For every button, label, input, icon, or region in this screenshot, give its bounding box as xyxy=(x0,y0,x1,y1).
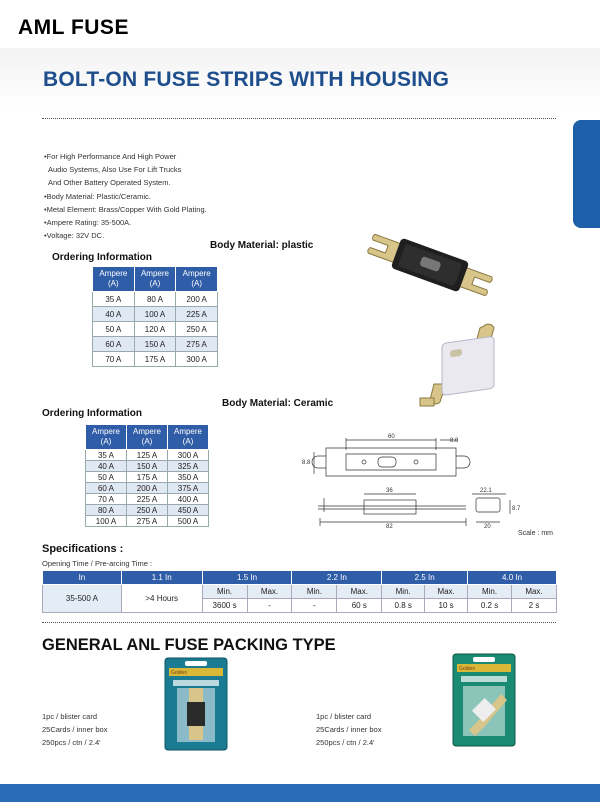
spec-subheader: Min. xyxy=(468,585,512,599)
packing-title: GENERAL ANL FUSE PACKING TYPE xyxy=(42,636,336,654)
dim-8-7: 8.7 xyxy=(512,506,521,512)
table-row xyxy=(86,461,209,472)
table-cell: 100 A xyxy=(86,516,127,527)
column-header: Ampere (A) xyxy=(176,267,218,292)
side-tab xyxy=(573,120,600,228)
ceramic-body-label: Body Material: Ceramic xyxy=(222,398,334,409)
spec-in11-value: >4 Hours xyxy=(121,585,202,613)
table-row xyxy=(93,322,218,337)
spec-subheader: Max. xyxy=(511,585,556,599)
card-brand: Golden xyxy=(459,666,476,672)
spec-subheader: Min. xyxy=(202,585,247,599)
blister-card-left-image xyxy=(165,658,227,750)
dim-8-8-top: 8.8 xyxy=(450,438,459,444)
column-header: Ampere (A) xyxy=(168,425,209,450)
dimension-drawing xyxy=(300,430,560,540)
table-row xyxy=(93,352,218,367)
spec-value: 10 s xyxy=(425,599,468,613)
feature-list xyxy=(44,150,207,242)
table-cell: 325 A xyxy=(168,461,209,472)
table-row xyxy=(86,472,209,483)
spec-header: 4.0 In xyxy=(468,571,557,585)
footer-bar xyxy=(0,784,600,802)
feature-line: •Body Material: Plastic/Ceramic. xyxy=(44,191,151,201)
spec-subheader: Min. xyxy=(292,585,337,599)
plastic-ordering-table xyxy=(92,266,218,367)
dim-36: 36 xyxy=(386,488,393,494)
table-cell: 35 A xyxy=(86,450,127,461)
table-cell: 225 A xyxy=(176,307,218,322)
spec-subheader: Max. xyxy=(247,585,292,599)
dim-8-8-left: 8.8 xyxy=(302,460,311,466)
spec-header: 1.1 In xyxy=(121,571,202,585)
spec-title: Specifications : xyxy=(42,543,124,555)
plastic-fuse-image xyxy=(360,225,500,305)
table-cell: 120 A xyxy=(134,322,176,337)
table-cell: 225 A xyxy=(127,494,168,505)
table-cell: 40 A xyxy=(86,461,127,472)
spec-value: - xyxy=(292,599,337,613)
ceramic-ordering-table xyxy=(85,424,209,527)
table-cell: 300 A xyxy=(176,352,218,367)
feature-line: •For High Performance And High Power xyxy=(44,152,177,161)
feature-line: •Metal Element: Brass/Copper With Gold Plating. xyxy=(44,204,207,214)
card-brand: Golden xyxy=(171,670,188,676)
plastic-body-label: Body Material: plastic xyxy=(210,240,314,251)
table-cell: 275 A xyxy=(176,337,218,352)
table-row xyxy=(93,337,218,352)
table-cell: 60 A xyxy=(93,337,135,352)
table-row xyxy=(93,307,218,322)
table-row xyxy=(93,292,218,307)
spec-header: 1.5 In xyxy=(202,571,292,585)
table-cell: 300 A xyxy=(168,450,209,461)
packing-line: 25Cards / inner box xyxy=(316,725,382,734)
plastic-ordering-label: Ordering Information xyxy=(52,252,152,263)
table-cell: 175 A xyxy=(127,472,168,483)
table-cell: 35 A xyxy=(93,292,135,307)
spec-subheader: Min. xyxy=(382,585,425,599)
table-cell: 500 A xyxy=(168,516,209,527)
table-cell: 150 A xyxy=(134,337,176,352)
column-header: Ampere (A) xyxy=(127,425,168,450)
spec-value: 60 s xyxy=(337,599,382,613)
table-row xyxy=(86,483,209,494)
feature-line: Audio Systems, Also Use For Lift Trucks xyxy=(48,165,182,175)
spec-value: - xyxy=(247,599,292,613)
spec-subtitle: Opening Time / Pre-arcing Time : xyxy=(42,559,153,568)
dim-82: 82 xyxy=(386,524,393,530)
table-cell: 40 A xyxy=(93,307,135,322)
dim-22-1: 22.1 xyxy=(480,488,492,494)
ceramic-ordering-label: Ordering Information xyxy=(42,408,142,419)
feature-line: •Voltage: 32V DC. xyxy=(44,231,105,241)
packing-line: 1pc / blister card xyxy=(316,712,372,721)
table-cell: 250 A xyxy=(176,322,218,337)
table-cell: 80 A xyxy=(86,505,127,516)
scale-note: Scale : mm xyxy=(518,530,554,537)
table-cell: 60 A xyxy=(86,483,127,494)
table-cell: 250 A xyxy=(127,505,168,516)
table-row xyxy=(86,516,209,527)
table-cell: 50 A xyxy=(86,472,127,483)
packing-left-text xyxy=(42,710,107,749)
table-cell: 350 A xyxy=(168,472,209,483)
table-cell: 70 A xyxy=(86,494,127,505)
spec-value: 3600 s xyxy=(202,599,247,613)
table-cell: 200 A xyxy=(127,483,168,494)
table-cell: 125 A xyxy=(127,450,168,461)
table-cell: 175 A xyxy=(134,352,176,367)
blister-card-right-image xyxy=(453,654,515,746)
table-cell: 70 A xyxy=(93,352,135,367)
feature-line: And Other Battery Operated System. xyxy=(48,178,171,188)
page-title: BOLT-ON FUSE STRIPS WITH HOUSING xyxy=(43,68,450,91)
dim-20: 20 xyxy=(484,524,491,530)
table-cell: 50 A xyxy=(93,322,135,337)
column-header: Ampere (A) xyxy=(86,425,127,450)
spec-value: 0.2 s xyxy=(468,599,512,613)
table-cell: 450 A xyxy=(168,505,209,516)
table-row xyxy=(86,494,209,505)
ceramic-fuse-image xyxy=(410,320,520,410)
packing-line: 1pc / blister card xyxy=(42,712,98,721)
table-row xyxy=(86,505,209,516)
packing-line: 250pcs / ctn / 2.4' xyxy=(42,738,101,747)
table-cell: 200 A xyxy=(176,292,218,307)
spec-header: In xyxy=(43,571,122,585)
feature-line: •Ampere Rating: 35-500A. xyxy=(44,218,132,228)
brand-title: AML FUSE xyxy=(18,16,129,39)
spec-value: 0.8 s xyxy=(382,599,425,613)
table-cell: 100 A xyxy=(134,307,176,322)
spec-table xyxy=(42,570,557,613)
title-divider xyxy=(42,118,556,119)
table-row xyxy=(86,450,209,461)
dim-60: 60 xyxy=(388,434,395,440)
table-cell: 400 A xyxy=(168,494,209,505)
spec-header: 2.2 In xyxy=(292,571,382,585)
spec-header: 2.5 In xyxy=(382,571,468,585)
spec-in-value: 35-500 A xyxy=(43,585,122,613)
spec-subheader: Max. xyxy=(337,585,382,599)
spec-divider xyxy=(42,622,556,623)
spec-subheader: Max. xyxy=(425,585,468,599)
spec-value: 2 s xyxy=(511,599,556,613)
packing-line: 250pcs / ctn / 2.4' xyxy=(316,738,375,747)
column-header: Ampere (A) xyxy=(134,267,176,292)
table-cell: 275 A xyxy=(127,516,168,527)
packing-line: 25Cards / inner box xyxy=(42,725,108,734)
column-header: Ampere (A) xyxy=(93,267,135,292)
packing-right-text xyxy=(316,710,381,749)
table-cell: 80 A xyxy=(134,292,176,307)
table-cell: 375 A xyxy=(168,483,209,494)
table-cell: 150 A xyxy=(127,461,168,472)
